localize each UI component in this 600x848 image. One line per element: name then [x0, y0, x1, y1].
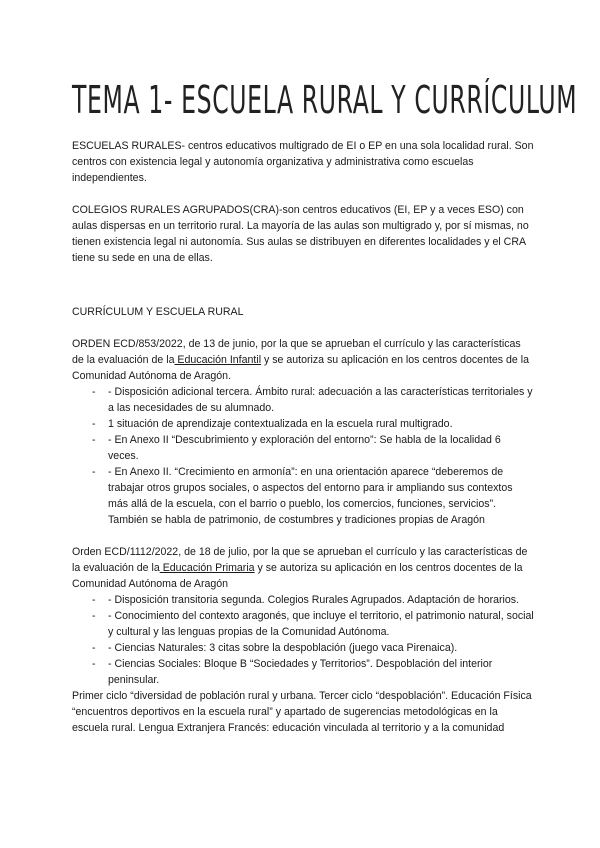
orden-infantil-list — [72, 384, 534, 528]
list-item: - 1 situación de aprendizaje contextualizada en la escuela rural multigrado. — [108, 416, 534, 432]
list-item: - - Conocimiento del contexto aragonés, que incluye el territorio, el patrimonio natural, social y cultural y las lenguas propias de la Comunidad Autónoma. — [108, 608, 534, 640]
orden-primaria — [72, 544, 534, 592]
orden-infantil — [72, 336, 534, 384]
orden-infantil-text-end: y se autoriza su aplicación en los centros docentes de la Comunidad Autónoma de Aragón. — [72, 354, 530, 382]
page-title: TEMA 1- ESCUELA RURAL Y CURRÍCULUM — [72, 78, 578, 122]
orden-infantil-text: ORDEN ECD/853/2022, de 13 de junio, por la que se aprueban el currículo y las características de la evaluación de la — [72, 338, 521, 366]
list-item: - - Ciencias Sociales: Bloque B “Sociedades y Territorios”. Despoblación del interior peninsular. — [108, 656, 534, 688]
orden-primaria-text-end: y se autoriza su aplicación en los centros docentes de la Comunidad Autónoma de Aragón — [72, 562, 523, 590]
list-item: - - En Anexo II. “Crecimiento en armonía”: en una orientación aparece “deberemos de trabajar otros grupos sociales, o aspectos del entorno para ir ampliando sus contextos más allá de la escuela, con el barrio o pueblo, los comercios, funciones, servicios”. También se habla de patrimonio, de costumbres y tradiciones propias de Aragón — [108, 464, 534, 528]
closing-paragraph: Primer ciclo “diversidad de población rural y urbana. Tercer ciclo “despoblación”. Educación Física “encuentros deportivos en la escuela rural” y apartado de sugerencias metodológicas en la escuela rural. Lengua Extranjera Francés: educación vinculada al territorio y a la comunidad — [72, 690, 532, 734]
list-item: - - Disposición adicional tercera. Ámbito rural: adecuación a las características territoriales y a las necesidades de su alumnado. — [108, 384, 534, 416]
paragraph-cra: COLEGIOS RURALES AGRUPADOS(CRA)-son centros educativos (EI, EP y a veces ESO) con aulas dispersas en un territorio rural. La mayoría de las aulas son multigrado y, por sí mismas, no tienen existencia legal ni autonomía. Sus aulas se distribuyen en diferentes localidades y el CRA tiene su sede en una de ellas. — [72, 204, 529, 264]
paragraph-escuelas-rurales: ESCUELAS RURALES- centros educativos multigrado de EI o EP en una sola localidad rural. Son centros con existencia legal y autonomía organizativa y administrativa como escuelas independientes. — [72, 140, 534, 184]
educacion-primaria-link[interactable]: Educación Primaria — [159, 562, 255, 574]
list-item: - - Disposición transitoria segunda. Colegios Rurales Agrupados. Adaptación de horarios. — [108, 592, 534, 608]
document-body — [72, 138, 534, 736]
list-item: - - Ciencias Naturales: 3 citas sobre la despoblación (juego vaca Pirenaica). — [108, 640, 534, 656]
educacion-infantil-link[interactable]: Educación Infantil — [174, 354, 262, 366]
list-item: - - En Anexo II “Descubrimiento y exploración del entorno”: Se habla de la localidad 6 veces. — [108, 432, 534, 464]
section-heading: CURRÍCULUM Y ESCUELA RURAL — [72, 306, 244, 318]
orden-primaria-text: Orden ECD/1112/2022, de 18 de julio, por la que se aprueban el currículo y las características de la evaluación de la — [72, 546, 528, 574]
orden-primaria-list — [72, 592, 534, 688]
